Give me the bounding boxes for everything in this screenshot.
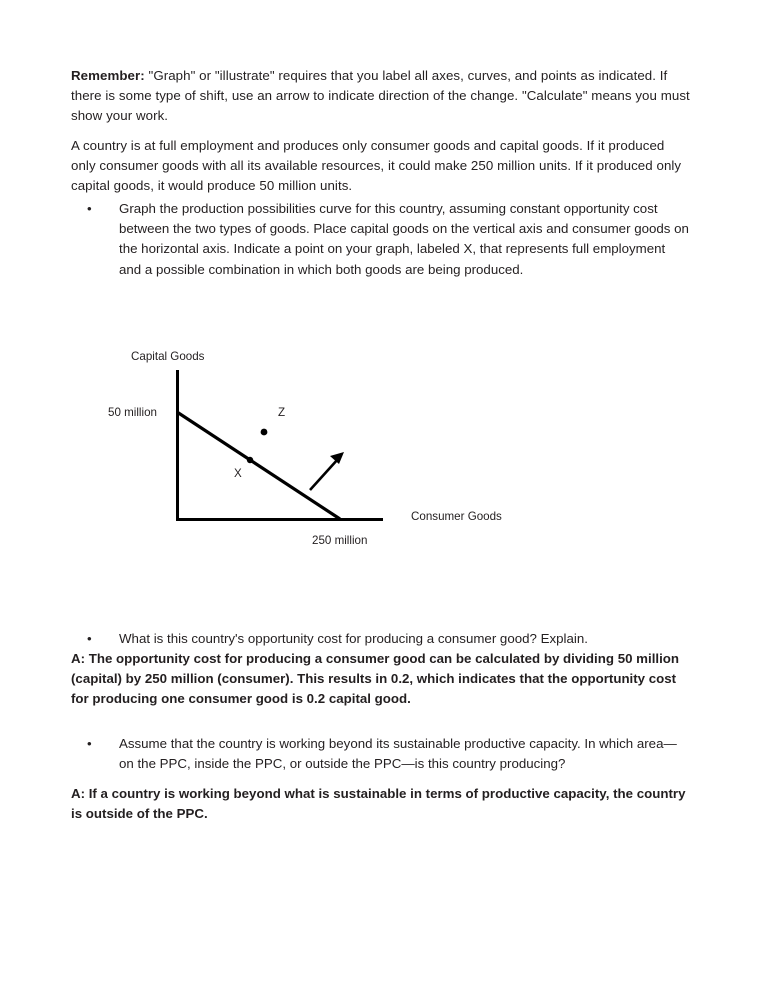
bullet-marker-icon: •	[87, 631, 92, 646]
remember-body: "Graph" or "illustrate" requires that you label all axes, curves, and points as indicated. If there is some type of shift, use an arrow to indicate direction of the change. "Calculate" means you must show your work.	[71, 68, 690, 124]
bullet-marker-icon: •	[87, 201, 92, 216]
bullet-text-opportunity-cost: What is this country's opportunity cost for producing a consumer good? Explain.	[119, 631, 588, 646]
scenario-paragraph: A country is at full employment and produces only consumer goods and capital goods. If it produced only consumer goods with all its available resources, it could make 250 million units. If it produced only capital goods, it would produce 50 million units.	[71, 138, 682, 194]
ppc-curve-line	[177, 412, 340, 519]
point-z-marker	[261, 429, 268, 436]
answer-ppc-area: A: If a country is working beyond what is sustainable in terms of productive capacity, the country is outside of the PPC.	[71, 786, 686, 822]
point-x-label: X	[234, 467, 242, 480]
x-intercept-label: 250 million	[312, 534, 368, 547]
bullet-marker-icon: •	[87, 736, 92, 751]
x-axis-label: Consumer Goods	[411, 510, 502, 523]
bullet-item-graph-ppc	[71, 199, 691, 280]
shift-arrow-icon	[310, 452, 344, 490]
point-x-marker	[247, 457, 253, 463]
bullet-text-ppc-area: Assume that the country is working beyond its sustainable productive capacity. In which area—on the PPC, inside the PPC, or outside the PPC—is this country producing?	[119, 736, 677, 772]
answer-opportunity-cost: A: The opportunity cost for producing a consumer good can be calculated by dividing 50 million (capital) by 250 million (consumer). This results in 0.2, which indicates that the opportunity cost for producing one consumer good is 0.2 capital good.	[71, 651, 680, 707]
y-axis-label: Capital Goods	[131, 350, 205, 363]
ppc-graph	[90, 340, 560, 565]
ppc-graph-svg	[90, 340, 560, 565]
bullet-item-opportunity-cost	[71, 629, 691, 649]
y-intercept-label: 50 million	[108, 406, 157, 419]
bullet-item-ppc-area	[71, 734, 691, 774]
remember-label: Remember:	[71, 68, 145, 83]
bullet-text-graph-ppc: Graph the production possibilities curve for this country, assuming constant opportunity cost between the two types of goods. Place capital goods on the vertical axis and consumer goods on the horizontal axis. Indicate a point on your graph, labeled X, that represents full employment and a possible combination in which both goods are being produced.	[119, 201, 689, 277]
point-z-label: Z	[278, 406, 286, 419]
remember-paragraph	[71, 66, 691, 127]
